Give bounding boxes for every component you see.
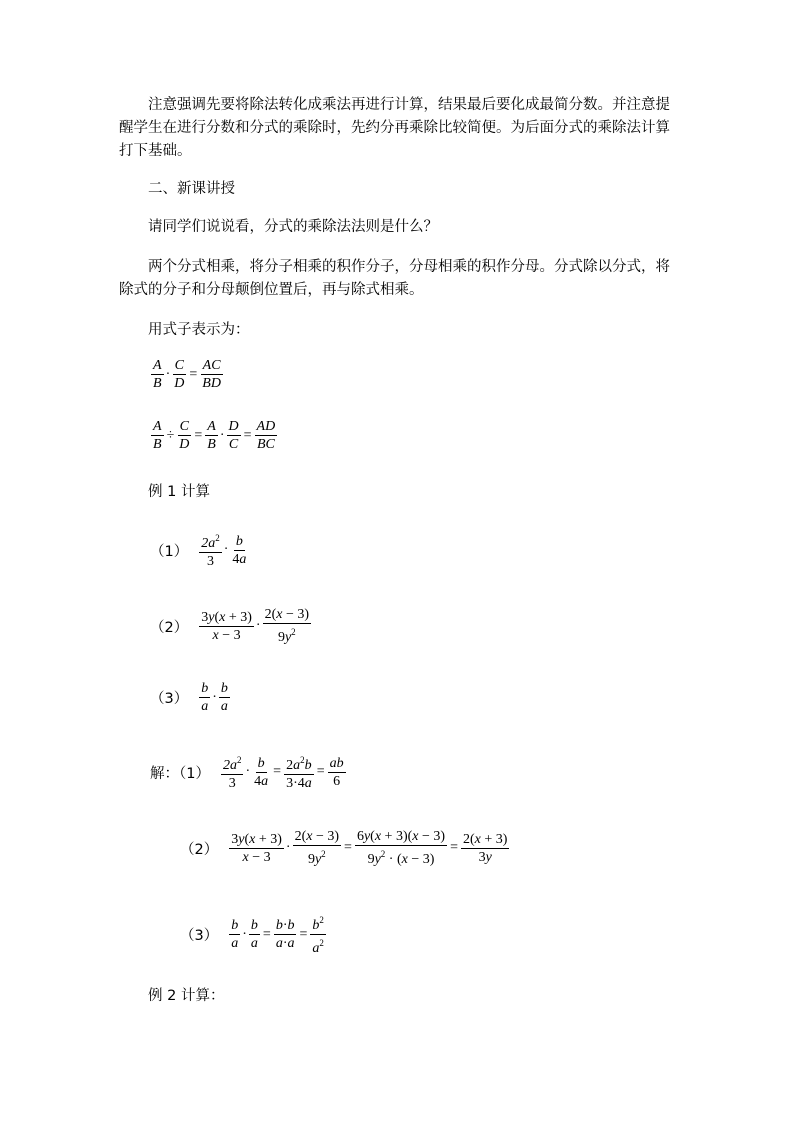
problem-label-3: （3） xyxy=(150,691,189,707)
example1-problem-2: （2） $\frac{3y(x + 3)}{x - 3}$ · $\frac{2(x - 3)}{9y^2}$ xyxy=(150,607,310,645)
problem-label-2: （2） xyxy=(150,619,189,636)
solution-1: 解：（1） $\frac{2a^2}{3}$ · $\frac{b}{4a}$ = $\frac{2a^2b}{3\cdot 4a}$ = $\frac{ab}{6}$ xyxy=(150,752,347,792)
formula-intro: 用式子表示为： xyxy=(148,322,250,338)
example1-problem-3: （3） $\frac{b}{a}$ · $\frac{b}{a}$ xyxy=(150,681,228,714)
solution-2: （2） $\frac{3y(x + 3)}{x - 3}$ · $\frac{2(x - 3)}{9y^2}$ = $\frac{6y(x + 3)(x - 3)}{9y^2 \cdot (x - 3)}$ = $\frac{2(x + 3)}{3y}$ xyxy=(180,829,508,867)
example1-title: 例 1 计算 xyxy=(148,484,210,500)
example1-problem-1: （1） $\frac{2a^2}{3}$ · $\frac{b}{4a}$ xyxy=(150,530,249,570)
example2-title: 例 2 计算： xyxy=(148,988,225,1004)
solution-3: （3） $\frac{b}{a}$ · $\frac{b}{a}$ = $\frac{b\cdot b}{a\cdot a}$ = $\frac{b^2}{a^2}$ xyxy=(180,912,327,957)
section-heading: 二、新课讲授 xyxy=(148,181,235,197)
question-text: 请同学们说说看，分式的乘除法法则是什么？ xyxy=(148,219,438,235)
solution-label: 解：（1） xyxy=(150,765,210,782)
rule-paragraph: 两个分式相乘，将分子相乘的积作分子，分母相乘的积作分母。分式除以分式，将除式的分子和分母颠倒位置后，再与除式相乘。 xyxy=(119,259,670,298)
solution-label-2: （2） xyxy=(180,841,219,858)
problem-label-1: （1） xyxy=(150,543,189,560)
intro-paragraph: 注意强调先要将除法转化成乘法再进行计算，结果最后要化成最简分数。并注意提醒学生在进行分数和分式的乘除时，先约分再乘除比较简便。为后面分式的乘除法计算打下基础。 xyxy=(119,97,670,159)
solution-label-3: （3） xyxy=(180,928,219,944)
division-rule-formula: $\frac{A}{B}$ ÷ $\frac{C}{D}$ = $\frac{A}{B}$ · $\frac{D}{C}$ = $\frac{AD}{BC}$ xyxy=(153,419,276,452)
multiplication-rule-formula: $\frac{A}{B}$ · $\frac{C}{D}$ = $\frac{AC}{BD}$ xyxy=(153,358,221,391)
